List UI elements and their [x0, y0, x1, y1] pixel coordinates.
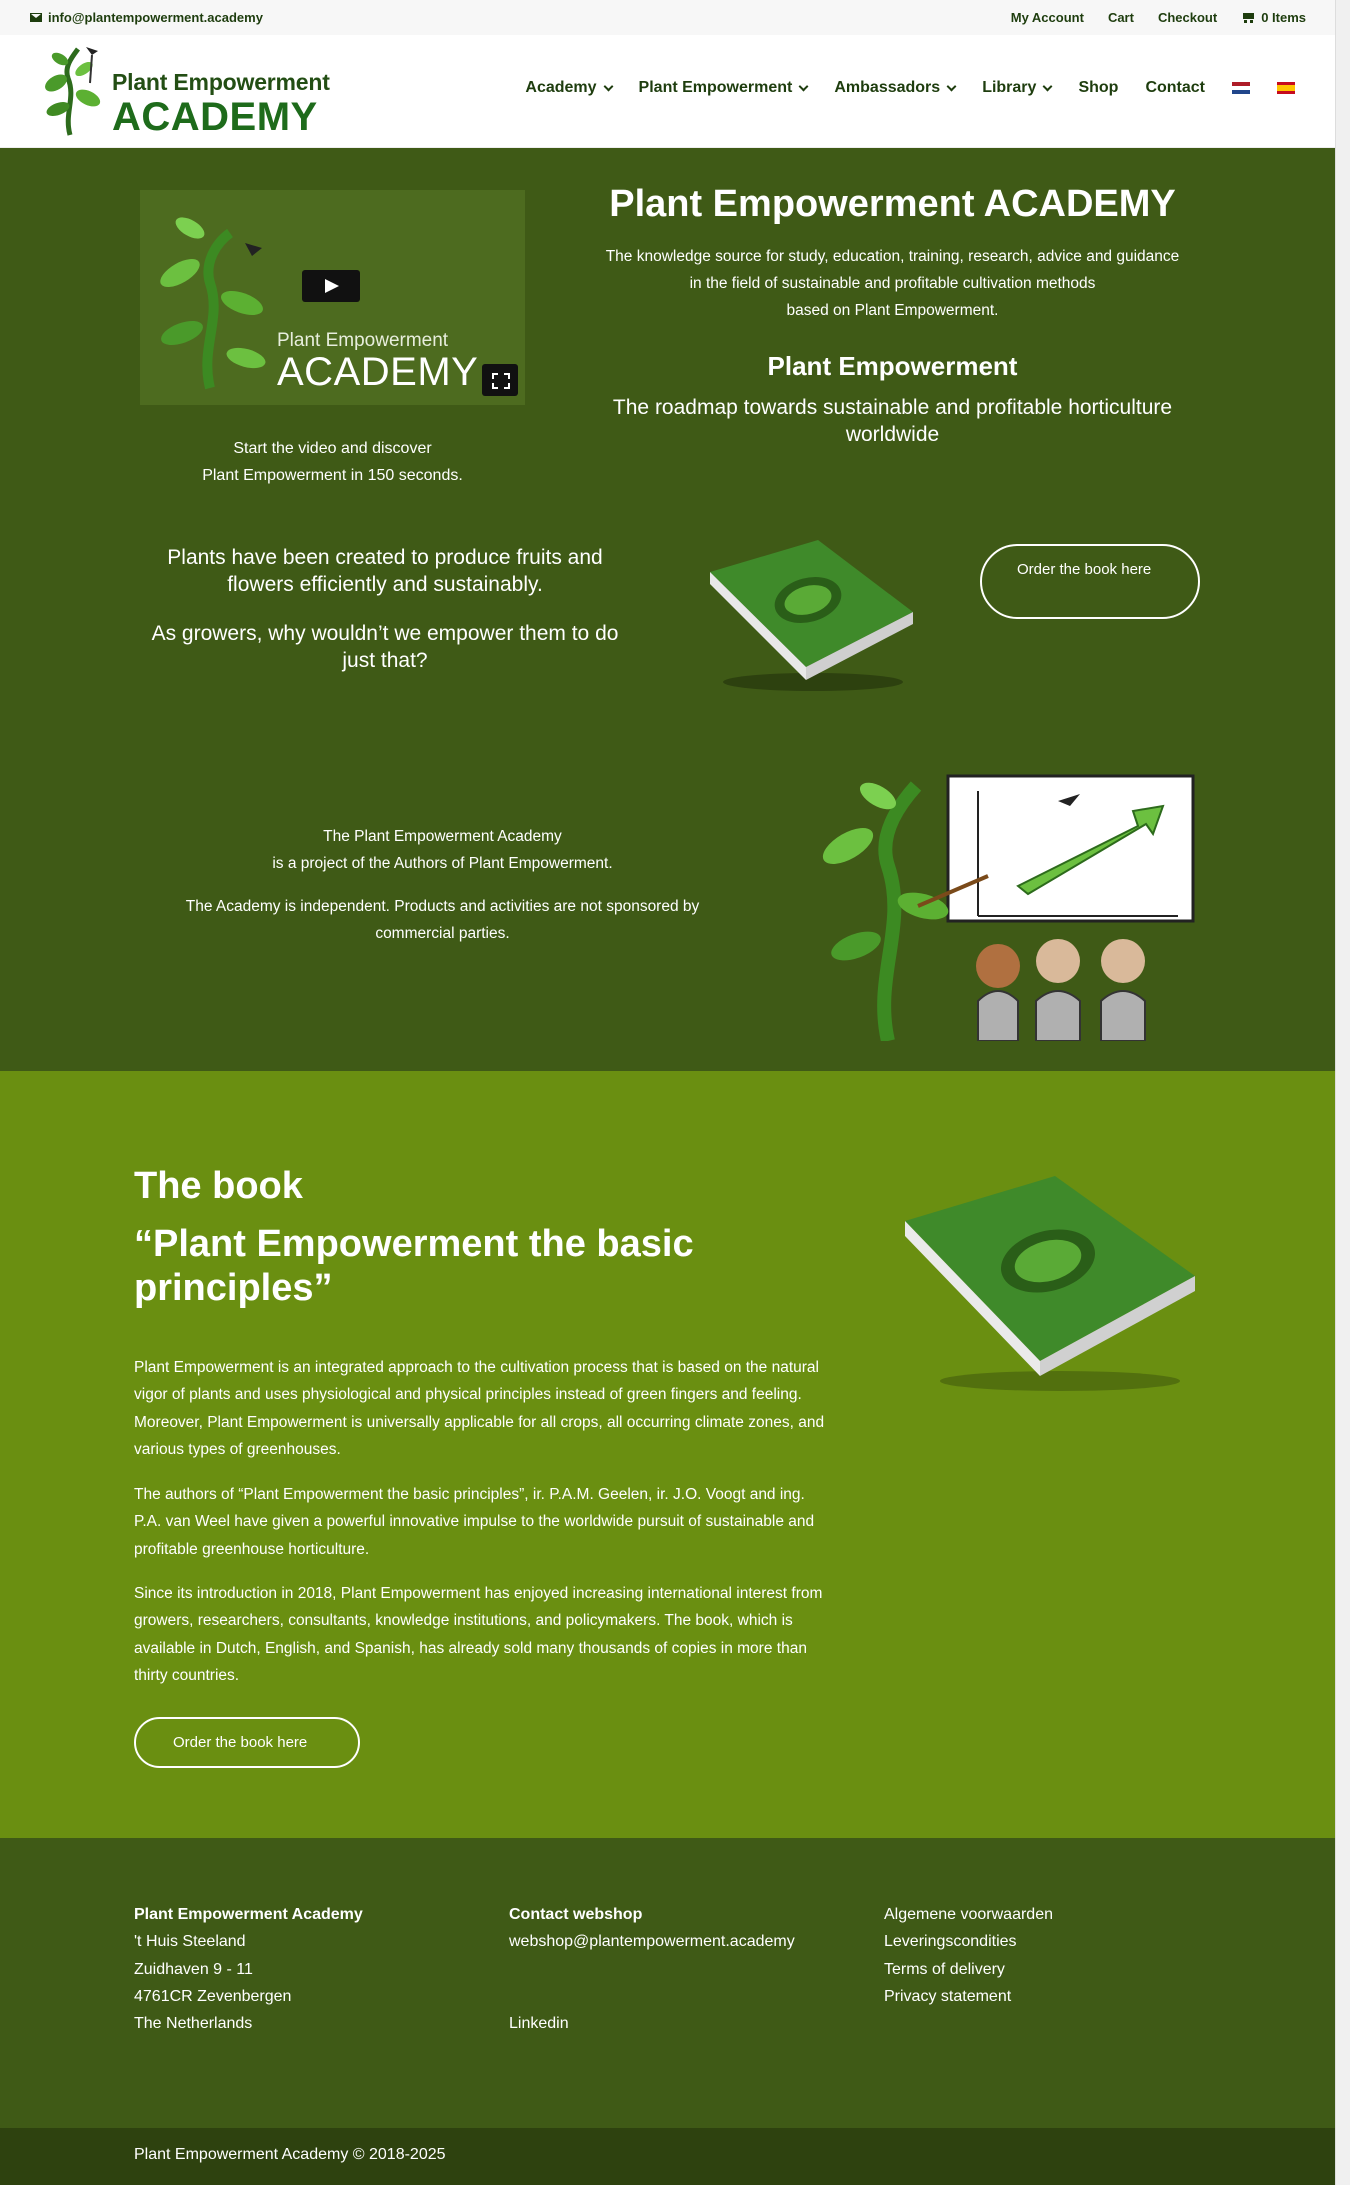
footer-webshop-email[interactable]: webshop@plantempowerment.academy: [509, 1933, 795, 1951]
nav-shop[interactable]: Shop: [1078, 79, 1119, 96]
copyright-bar: [0, 2128, 1335, 2185]
chevron-down-icon: [603, 81, 613, 91]
book-paragraph1: Plant Empowerment is an integrated approach to the cultivation process that is based on the natural vigor of plants and uses physiological and physical principles instead of green fingers and feeling. Moreover, Plant Empowerment is universally applicable for all crops, all occurring climate zones, and various types of greenhouses.: [134, 1359, 825, 1458]
fullscreen-icon[interactable]: [482, 364, 518, 396]
my-account-link[interactable]: My Account: [1010, 10, 1084, 25]
nav-plant-empowerment-label: Plant Empowerment: [638, 79, 793, 96]
top-email-link[interactable]: [30, 10, 263, 25]
nav-ambassadors[interactable]: [834, 79, 955, 97]
project-line2: is a project of the Authors of Plant Empowerment.: [272, 855, 613, 872]
independent-note: The Academy is independent. Products and activities are not sponsored by commercial parties.: [185, 898, 700, 942]
chevron-down-icon: [1043, 81, 1053, 91]
logo-line1: Plant Empowerment: [112, 69, 330, 95]
hero-section: [0, 148, 1335, 1071]
book-cover-image: [698, 532, 918, 692]
hero-quote2: As growers, why wouldn’t we empower them to do just that?: [151, 622, 619, 672]
dutch-flag-icon[interactable]: [1232, 82, 1250, 94]
chevron-down-icon: [799, 81, 809, 91]
page-scrollbar[interactable]: [1335, 0, 1350, 2185]
book-subheading: “Plant Empowerment the basic principles”: [134, 1223, 694, 1309]
main-nav: [525, 79, 1295, 97]
nav-contact[interactable]: Contact: [1145, 79, 1205, 96]
footer-address-line3: 4761CR Zevenbergen: [134, 1987, 292, 2005]
intro-video[interactable]: [140, 190, 525, 405]
footer-link-terms-delivery[interactable]: Terms of delivery: [884, 1960, 1005, 1978]
footer-company-name: Plant Empowerment Academy: [134, 1906, 363, 1923]
nav-academy[interactable]: [525, 79, 611, 97]
top-email-text: info@plantempowerment.academy: [48, 10, 263, 25]
hero-quote1: Plants have been created to produce fruits and flowers efficiently and sustainably.: [167, 546, 603, 596]
footer-address: [134, 1901, 363, 2037]
project-info: [160, 823, 725, 947]
shopping-cart-icon: [1241, 12, 1255, 23]
cart-items-count: 0 Items: [1261, 10, 1306, 25]
nav-ambassadors-label: Ambassadors: [834, 79, 941, 96]
book-cover-large-image: [890, 1166, 1200, 1396]
plant-teacher-illustration: [818, 756, 1208, 1041]
logo-line2: ACADEMY: [112, 95, 318, 139]
hero-description: [575, 243, 1210, 324]
video-caption-line1: Start the video and discover: [233, 440, 432, 457]
copyright-text: Plant Empowerment Academy © 2018-2025: [134, 2146, 446, 2163]
video-title-big: ACADEMY: [277, 350, 479, 394]
footer: [0, 1838, 1335, 2128]
footer-legal: [884, 1901, 1053, 2010]
book-paragraph2: The authors of “Plant Empowerment the basic principles”, ir. P.A.M. Geelen, ir. J.O. Voogt and ing. P.A. van Weel have given a powerful innovative impulse to the worldwide pursuit of sustainable and profitable greenhouse horticulture.: [134, 1486, 815, 1558]
cart-items-link[interactable]: [1241, 10, 1306, 25]
top-bar: [0, 0, 1335, 35]
book-section: [0, 1071, 1335, 1838]
video-title-small: Plant Empowerment: [277, 330, 449, 351]
spanish-flag-icon[interactable]: [1277, 82, 1295, 94]
footer-contact-heading: Contact webshop: [509, 1906, 643, 1923]
footer-address-line2: Zuidhaven 9 - 11: [134, 1960, 253, 1978]
plant-mascot-icon: [150, 198, 280, 398]
footer-address-line1: 't Huis Steeland: [134, 1933, 246, 1951]
cart-link[interactable]: Cart: [1107, 10, 1134, 25]
main-header: [0, 35, 1335, 148]
footer-link-terms-nl[interactable]: Algemene voorwaarden: [884, 1906, 1053, 1923]
video-caption-line2: Plant Empowerment in 150 seconds.: [202, 467, 463, 484]
hero-title: Plant Empowerment ACADEMY: [609, 183, 1176, 225]
hero-desc-line2: in the field of sustainable and profitable cultivation methods: [689, 275, 1096, 292]
envelope-icon: [30, 13, 42, 22]
nav-library-label: Library: [982, 79, 1037, 96]
hero-subtitle: Plant Empowerment: [767, 351, 1018, 381]
order-book-button[interactable]: Order the book here: [980, 544, 1200, 619]
hero-desc-line3: based on Plant Empowerment.: [786, 302, 999, 319]
hero-roadmap: The roadmap towards sustainable and profitable horticulture worldwide: [612, 396, 1173, 446]
project-line1: The Plant Empowerment Academy: [323, 828, 562, 845]
checkout-link[interactable]: Checkout: [1157, 10, 1218, 25]
plant-logo-icon: [42, 43, 112, 139]
hero-desc-line1: The knowledge source for study, education, training, research, advice and guidance: [605, 248, 1180, 265]
book-order-button[interactable]: Order the book here: [134, 1717, 360, 1768]
footer-link-privacy[interactable]: Privacy statement: [884, 1987, 1012, 2005]
footer-contact: [509, 1901, 795, 2032]
nav-academy-label: Academy: [525, 79, 597, 96]
nav-library[interactable]: [982, 79, 1051, 97]
play-icon[interactable]: [302, 270, 360, 302]
nav-plant-empowerment[interactable]: [639, 79, 808, 97]
footer-linkedin-link[interactable]: Linkedin: [509, 2015, 569, 2032]
video-caption: [140, 435, 525, 489]
footer-link-delivery-nl[interactable]: Leveringscondities: [884, 1933, 1017, 1951]
site-logo[interactable]: [42, 43, 332, 139]
footer-address-line4: The Netherlands: [134, 2015, 253, 2033]
book-heading: The book: [134, 1165, 303, 1207]
book-paragraph3: Since its introduction in 2018, Plant Empowerment has enjoyed increasing international interest from growers, researchers, consultants, knowledge institutions, and policymakers. The book, which is available in Dutch, English, and Spanish, has already sold many thousands of copies in more than thirty countries.: [134, 1585, 823, 1684]
chevron-down-icon: [947, 81, 957, 91]
top-links: [1011, 10, 1306, 25]
